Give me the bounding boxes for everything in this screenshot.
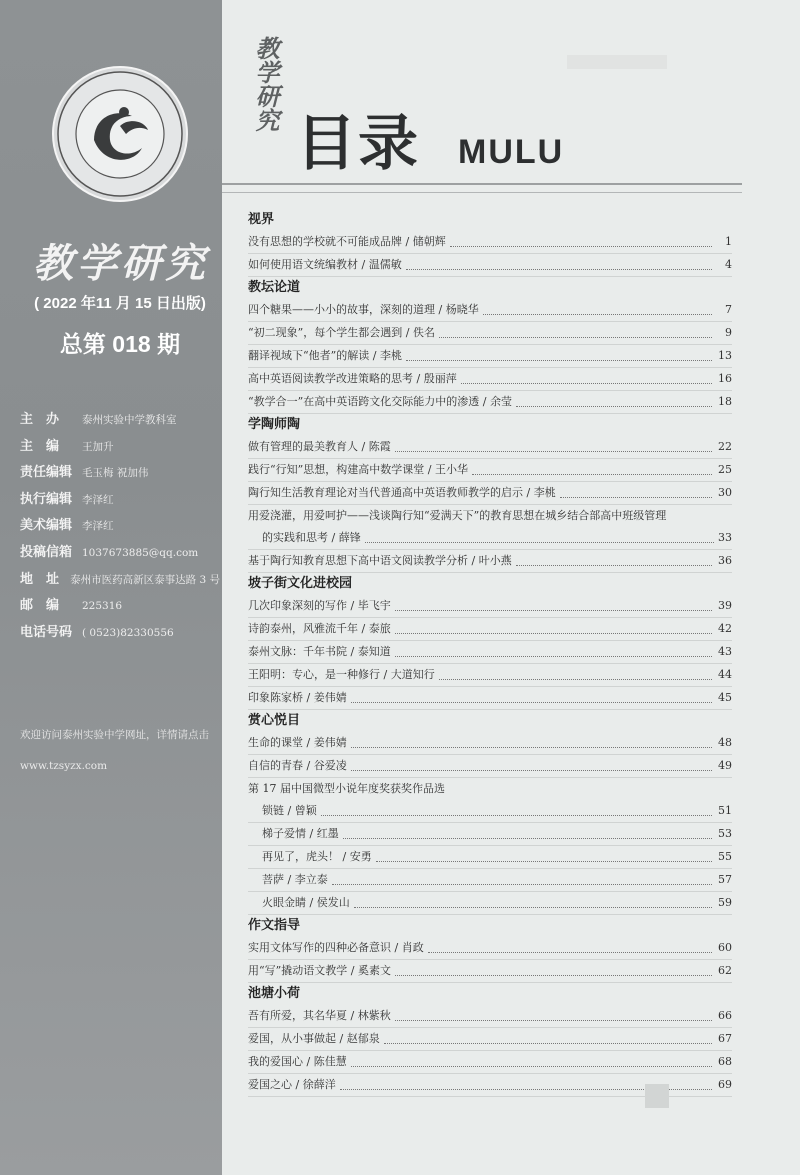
credit-value: 毛玉梅 祝加伟 bbox=[82, 467, 149, 480]
toc-entry[interactable] bbox=[248, 436, 732, 459]
leader-dots bbox=[406, 269, 712, 270]
credits-list bbox=[20, 408, 220, 647]
toc-entry[interactable] bbox=[248, 960, 732, 983]
toc-page-number: 68 bbox=[718, 1055, 732, 1068]
credit-label: 电话号码 bbox=[20, 623, 73, 639]
toc-entry-title: 几次印象深刻的写作 / 毕飞宇 bbox=[248, 599, 391, 612]
toc-entry-title: 爱国之心 / 徐薛洋 bbox=[248, 1078, 336, 1091]
credit-value: 1037673885@qq.com bbox=[82, 546, 199, 559]
credit-value: ( 0523)82330556 bbox=[82, 626, 174, 639]
leader-dots bbox=[395, 656, 712, 657]
toc-entry[interactable] bbox=[248, 823, 732, 846]
leader-dots bbox=[332, 884, 712, 885]
credit-label: 执行编辑 bbox=[20, 490, 73, 506]
toc-page-number: 18 bbox=[718, 395, 732, 408]
toc-page-number: 22 bbox=[718, 440, 732, 453]
leader-dots bbox=[395, 975, 712, 976]
toc-entry[interactable] bbox=[248, 550, 732, 573]
toc-entry-title: 践行“行知”思想，构建高中数学课堂 / 王小华 bbox=[248, 463, 468, 476]
toc-entry-title: 没有思想的学校就不可能成品牌 / 储朝辉 bbox=[248, 235, 446, 248]
toc-page-number: 13 bbox=[718, 349, 732, 362]
credit-label: 邮 编 bbox=[20, 597, 60, 613]
toc-page-number: 25 bbox=[718, 463, 732, 476]
toc-entry-title: 基于陶行知教育思想下高中语文阅读教学分析 / 叶小燕 bbox=[248, 554, 512, 567]
credit-value: 泰州市医药高新区泰事达路 3 号 bbox=[70, 573, 220, 586]
credit-label: 责任编辑 bbox=[20, 464, 73, 480]
leader-dots bbox=[395, 633, 712, 634]
credit-row bbox=[20, 408, 220, 435]
toc-entry[interactable] bbox=[248, 732, 732, 755]
leader-dots bbox=[472, 474, 712, 475]
bleed-through bbox=[567, 55, 667, 69]
toc-entry[interactable] bbox=[248, 527, 732, 550]
credit-value: 李泽红 bbox=[82, 520, 114, 533]
credit-row bbox=[20, 568, 220, 595]
issue-date: ( 2022 年11 月 15 日出版) bbox=[34, 295, 206, 312]
leader-dots bbox=[450, 246, 712, 247]
toc-page-number: 69 bbox=[718, 1078, 732, 1091]
toc-page-number: 16 bbox=[718, 372, 732, 385]
toc-entry-title: 印象陈家桥 / 姜伟婧 bbox=[248, 691, 347, 704]
leader-dots bbox=[365, 542, 714, 543]
credit-label: 美术编辑 bbox=[20, 517, 73, 533]
toc-entry[interactable] bbox=[248, 937, 732, 960]
toc-entry[interactable] bbox=[248, 345, 732, 368]
leader-dots bbox=[483, 314, 712, 315]
credit-row bbox=[20, 435, 220, 462]
toc-section-heading: 池塘小荷 bbox=[248, 986, 301, 1001]
toc-entry-title: 的实践和思考 / 薛锋 bbox=[262, 531, 361, 544]
toc-page-number: 45 bbox=[718, 691, 732, 704]
toc-entry-title: 第 17 届中国微型小说年度奖获奖作品选 bbox=[248, 782, 445, 795]
toc-entry[interactable] bbox=[248, 299, 732, 322]
sidebar bbox=[0, 0, 222, 1175]
toc-entry[interactable] bbox=[248, 1028, 732, 1051]
leader-dots bbox=[461, 383, 712, 384]
credit-value: 王加升 bbox=[82, 440, 114, 453]
toc-entry-title: “初二现象”，每个学生都会遇到 / 佚名 bbox=[248, 326, 435, 339]
toc-entry[interactable] bbox=[248, 800, 732, 823]
leader-dots bbox=[428, 952, 712, 953]
toc-entry-title: 用“写”撬动语文教学 / 奚素文 bbox=[248, 964, 391, 977]
toc-entry-title: 吾有所爱，其名华夏 / 林紫秋 bbox=[248, 1009, 391, 1022]
toc-section-heading: 视界 bbox=[248, 212, 275, 227]
leader-dots bbox=[439, 679, 712, 680]
toc-entry[interactable] bbox=[248, 755, 732, 778]
leader-dots bbox=[376, 861, 712, 862]
page-title: 目录 bbox=[296, 109, 420, 179]
toc-entry-title: 自信的青春 / 谷爱凌 bbox=[248, 759, 347, 772]
toc-section-heading: 学陶师陶 bbox=[248, 417, 301, 432]
toc-entry[interactable] bbox=[248, 664, 732, 687]
website-url[interactable]: www.tzsyzx.com bbox=[20, 760, 108, 772]
school-logo bbox=[52, 66, 188, 202]
leader-dots bbox=[351, 770, 712, 771]
toc-page-number: 36 bbox=[718, 554, 732, 567]
leader-dots bbox=[384, 1043, 712, 1044]
toc-page-number: 55 bbox=[718, 850, 732, 863]
page-title-en: MULU bbox=[458, 133, 565, 171]
leader-dots bbox=[354, 907, 712, 908]
table-of-contents bbox=[248, 209, 732, 1097]
toc-entry-title: 再见了，虎头！ / 安勇 bbox=[262, 850, 372, 863]
toc-entry-title: 我的爱国心 / 陈佳慧 bbox=[248, 1055, 347, 1068]
toc-entry[interactable] bbox=[248, 641, 732, 664]
toc-entry-title: 诗韵泰州，风雅流千年 / 泰旅 bbox=[248, 622, 391, 635]
leader-dots bbox=[516, 406, 712, 407]
toc-section-heading: 坡子街文化进校园 bbox=[248, 576, 353, 591]
toc-entry[interactable] bbox=[248, 322, 732, 345]
credit-value: 泰州实验中学教科室 bbox=[82, 414, 177, 426]
toc-page-number: 57 bbox=[718, 873, 732, 886]
leader-dots bbox=[351, 1066, 712, 1067]
credit-label: 投稿信箱 bbox=[20, 543, 73, 559]
credit-row bbox=[20, 621, 220, 648]
toc-entry-title: 王阳明：专心，是一种修行 / 大道知行 bbox=[248, 668, 435, 681]
toc-entry-title: 翻译视域下“他者”的解读 / 李桃 bbox=[248, 349, 402, 362]
toc-entry-title: 火眼金睛 / 侯发山 bbox=[262, 896, 350, 909]
toc-page-number: 44 bbox=[718, 668, 732, 681]
toc-page-number: 1 bbox=[725, 235, 732, 248]
toc-entry-title: 实用文体写作的四种必备意识 / 肖政 bbox=[248, 941, 424, 954]
toc-entry[interactable] bbox=[248, 1051, 732, 1074]
toc-entry[interactable] bbox=[248, 892, 732, 915]
leader-dots bbox=[343, 838, 712, 839]
leader-dots bbox=[351, 702, 712, 703]
credit-label: 主 办 bbox=[20, 411, 60, 426]
toc-entry-title: 做有管理的最美教育人 / 陈霞 bbox=[248, 440, 391, 453]
leader-dots bbox=[395, 1020, 712, 1021]
toc-entry[interactable] bbox=[248, 618, 732, 641]
divider bbox=[222, 183, 742, 185]
divider bbox=[222, 192, 742, 193]
toc-entry-title: 爱国，从小事做起 / 赵郁泉 bbox=[248, 1032, 380, 1045]
header-small-title: 教学研究 bbox=[251, 36, 280, 132]
toc-section-heading: 教坛论道 bbox=[248, 280, 301, 295]
toc-entry-title: 菩萨 / 李立泰 bbox=[262, 873, 328, 886]
toc-entry-title: 泰州文脉：千年书院 / 泰知道 bbox=[248, 645, 391, 658]
toc-page-number: 53 bbox=[718, 827, 732, 840]
credit-row bbox=[20, 514, 220, 541]
toc-page-number: 62 bbox=[718, 964, 732, 977]
magazine-title: 教学研究 bbox=[33, 240, 209, 287]
toc-entry-title: 用爱浇灌，用爱呵护——浅谈陶行知“爱满天下”的教育思想在城乡结合部高中班级管理 bbox=[248, 509, 667, 522]
leader-dots bbox=[406, 360, 712, 361]
toc-entry[interactable] bbox=[248, 254, 732, 277]
toc-section-heading: 作文指导 bbox=[248, 918, 301, 933]
toc-page-number: 51 bbox=[718, 804, 732, 817]
leader-dots bbox=[395, 610, 712, 611]
toc-entry-title: 梯子爱情 / 红墨 bbox=[262, 827, 339, 840]
toc-page-number: 4 bbox=[725, 258, 732, 271]
toc-page-number: 42 bbox=[718, 622, 732, 635]
toc-entry[interactable] bbox=[248, 368, 732, 391]
toc-page-number: 66 bbox=[718, 1009, 732, 1022]
toc-entry[interactable] bbox=[248, 846, 732, 869]
toc-entry[interactable] bbox=[248, 231, 732, 254]
toc-entry[interactable] bbox=[248, 459, 732, 482]
toc-page-number: 49 bbox=[718, 759, 732, 772]
leader-dots bbox=[321, 815, 712, 816]
school-emblem-icon bbox=[54, 68, 186, 200]
toc-entry[interactable] bbox=[248, 869, 732, 892]
toc-entry[interactable] bbox=[248, 778, 732, 800]
toc-page-number: 33 bbox=[718, 531, 732, 544]
credit-label: 地 址 bbox=[20, 570, 60, 586]
toc-entry-title: 生命的课堂 / 姜伟婧 bbox=[248, 736, 347, 749]
leader-dots bbox=[516, 565, 712, 566]
leader-dots bbox=[439, 337, 712, 338]
toc-section-heading: 赏心悦目 bbox=[248, 713, 301, 728]
toc-page-number: 60 bbox=[718, 941, 732, 954]
visit-text: 欢迎访问泰州实验中学网址，详情请点击 bbox=[20, 729, 209, 741]
toc-page-number: 30 bbox=[718, 486, 732, 499]
toc-entry[interactable] bbox=[248, 595, 732, 618]
toc-entry-title: 锁链 / 曾颖 bbox=[262, 804, 317, 817]
toc-page-number: 48 bbox=[718, 736, 732, 749]
credit-row bbox=[20, 594, 220, 621]
toc-entry-title: 高中英语阅读教学改进策略的思考 / 殷丽萍 bbox=[248, 372, 457, 385]
toc-page-number: 9 bbox=[725, 326, 732, 339]
credit-label: 主 编 bbox=[20, 437, 60, 453]
leader-dots bbox=[395, 451, 712, 452]
credit-value: 225316 bbox=[82, 600, 123, 613]
toc-entry[interactable] bbox=[248, 687, 732, 710]
issue-number: 总第 018 期 bbox=[59, 331, 181, 357]
leader-dots bbox=[351, 747, 712, 748]
toc-page-number: 67 bbox=[718, 1032, 732, 1045]
toc-page-number: 59 bbox=[718, 896, 732, 909]
credit-row bbox=[20, 461, 220, 488]
footer-mark bbox=[645, 1084, 669, 1108]
toc-entry[interactable] bbox=[248, 505, 732, 527]
credit-row bbox=[20, 541, 220, 568]
toc-page-number: 43 bbox=[718, 645, 732, 658]
toc-entry-title: 如何使用语文统编教材 / 温儒敏 bbox=[248, 258, 402, 271]
toc-entry-title: 四个糖果——小小的故事，深刻的道理 / 杨晓华 bbox=[248, 303, 479, 316]
leader-dots bbox=[560, 497, 712, 498]
toc-entry-title: “教学合一”在高中英语跨文化交际能力中的渗透 / 余莹 bbox=[248, 395, 512, 408]
toc-entry[interactable] bbox=[248, 391, 732, 414]
credit-row bbox=[20, 488, 220, 515]
toc-entry[interactable] bbox=[248, 1005, 732, 1028]
credit-value: 李泽红 bbox=[82, 493, 114, 506]
toc-entry-title: 陶行知生活教育理论对当代普通高中英语教师教学的启示 / 李桃 bbox=[248, 486, 556, 499]
toc-page-number: 7 bbox=[725, 303, 732, 316]
toc-page-number: 39 bbox=[718, 599, 732, 612]
toc-entry[interactable] bbox=[248, 482, 732, 505]
